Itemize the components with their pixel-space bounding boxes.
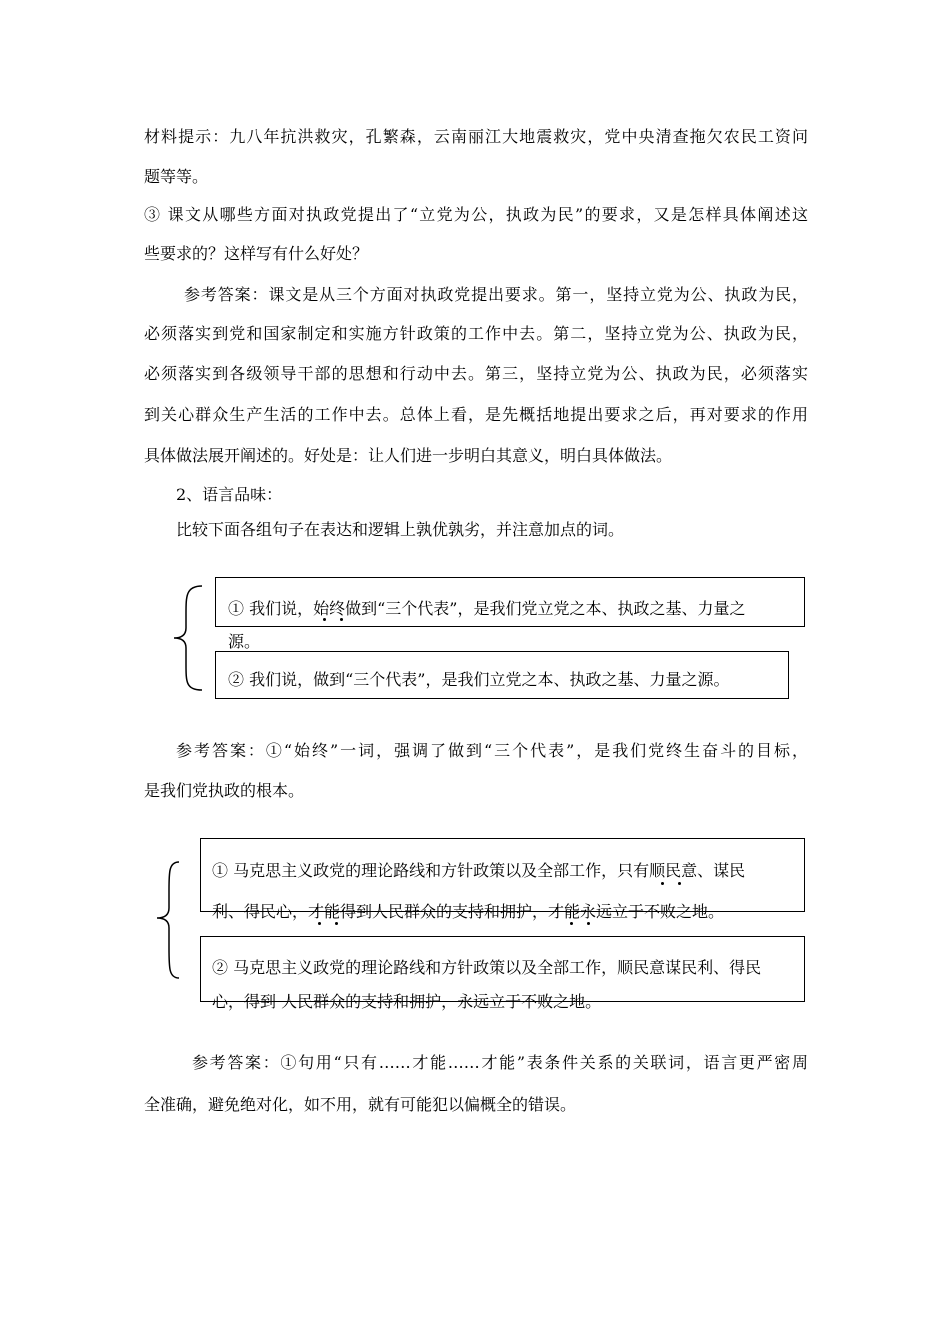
brace-group1 <box>172 584 212 694</box>
answer1-line2: 是我们党执政的根本。 <box>144 781 305 800</box>
answer-line4: 到关心群众生产生活的工作中去。总体上看，是先概括地提出要求之后，再对要求的作用 <box>144 405 808 424</box>
material-hint-line2: 题等等。 <box>144 167 209 186</box>
answer-line3: 必须落实到各级领导干部的思想和行动中去。第三，坚持立党为公、执政为民，必须落实 <box>144 364 808 383</box>
answer1-line1: 参考答案：①“始终”一词，强调了做到“三个代表”，是我们党终生奋斗的目标， <box>176 741 808 760</box>
brace-group2 <box>153 860 183 980</box>
sentence-2a-line2: 利、得民心，才能得到人民群众的支持和拥护，才能永远立于不败之地。 <box>212 902 725 921</box>
material-hint-line1: 材料提示：九八年抗洪救灾，孔繁森，云南丽江大地震救灾，党中央清查拖欠农民工资问 <box>144 127 808 146</box>
sentence-1a-line2: 源。 <box>228 632 261 651</box>
emphasis-dot <box>587 922 590 925</box>
emphasis-dot <box>678 882 681 885</box>
emphasis-dot <box>340 618 343 621</box>
answer2-line1: 参考答案：①句用“只有……才能……才能”表条件关系的关联词，语言更严密周 <box>192 1053 808 1072</box>
section-heading: 2、语言品味： <box>176 485 283 504</box>
answer-line1: 参考答案：课文是从三个方面对执政党提出要求。第一，坚持立党为公、执政为民， <box>184 285 808 304</box>
question3-line2: 些要求的？这样写有什么好处？ <box>144 244 369 263</box>
sentence-1a-line1: ① 我们说，始终做到“三个代表”，是我们党立党之本、执政之基、力量之 <box>228 599 746 618</box>
emphasis-dot <box>570 922 573 925</box>
sentence-2b-line2: 心，得到 人民群众的支持和拥护，永远立于不败之地。 <box>212 992 602 1011</box>
emphasis-dot <box>323 618 326 621</box>
answer-line2: 必须落实到党和国家制定和实施方针政策的工作中去。第二，坚持立党为公、执政为民， <box>144 324 808 343</box>
sentence-1b: ② 我们说，做到“三个代表”，是我们立党之本、执政之基、力量之源。 <box>228 670 730 689</box>
sentence-2b-line1: ② 马克思主义政党的理论路线和方针政策以及全部工作，顺民意谋民利、得民 <box>212 958 762 977</box>
emphasis-dot <box>335 922 338 925</box>
emphasis-dot <box>661 882 664 885</box>
answer2-line2: 全准确，避免绝对化，如不用，就有可能犯以偏概全的错误。 <box>144 1095 577 1114</box>
question3-line1: ③ 课文从哪些方面对执政党提出了“立党为公，执政为民”的要求，又是怎样具体阐述这 <box>144 205 808 224</box>
emphasis-dot <box>318 922 321 925</box>
instruction: 比较下面各组句子在表达和逻辑上孰优孰劣，并注意加点的词。 <box>176 520 625 539</box>
answer-line5: 具体做法展开阐述的。好处是：让人们进一步明白其意义，明白具体做法。 <box>144 446 673 465</box>
sentence-2a-line1: ① 马克思主义政党的理论路线和方针政策以及全部工作，只有顺民意、谋民 <box>212 861 746 880</box>
